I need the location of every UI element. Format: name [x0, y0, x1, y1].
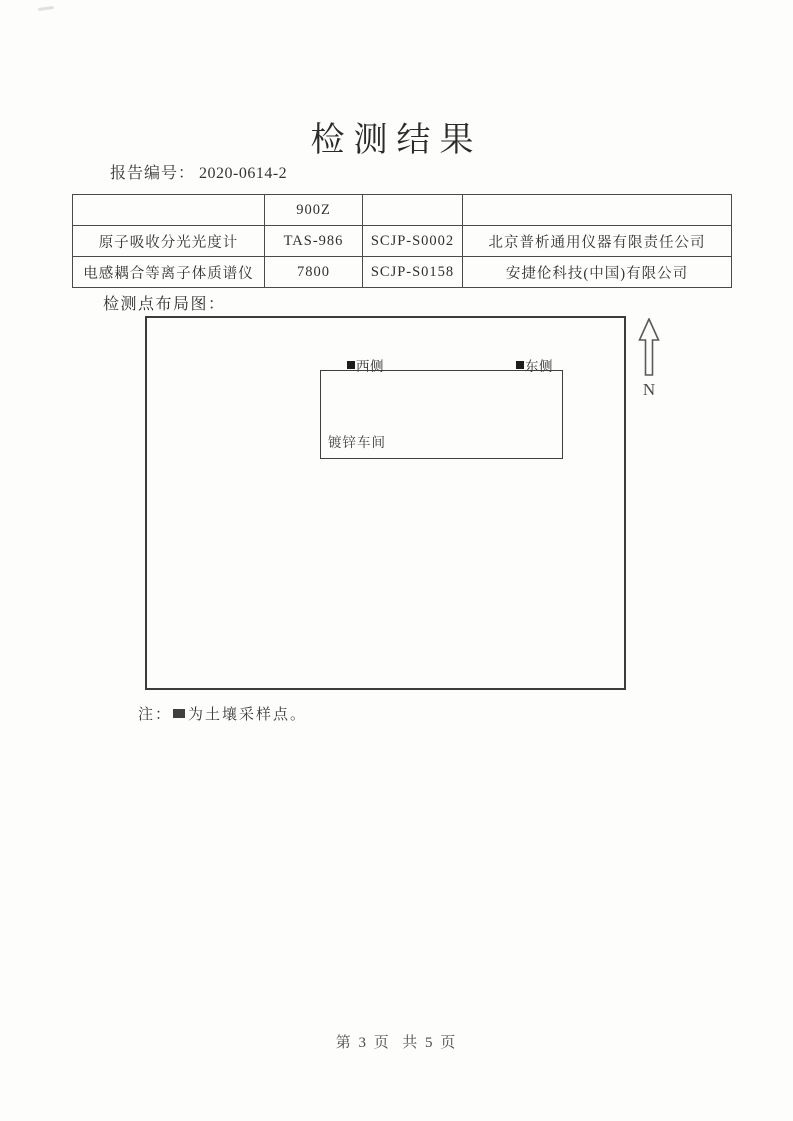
sample-point-marker-icon — [516, 361, 524, 369]
workshop-label: 镀锌车间 — [328, 435, 386, 450]
sample-point-label: 东侧 — [525, 359, 553, 374]
table-cell — [363, 195, 463, 226]
note-line — [138, 703, 307, 724]
sample-point-marker-icon — [347, 361, 355, 369]
sample-point-marker-icon — [173, 709, 185, 718]
table-row — [73, 226, 732, 257]
note-text: 为土壤采样点。 — [188, 707, 308, 723]
table-cell — [463, 195, 732, 226]
report-number-value: 2020-0614-2 — [199, 165, 288, 182]
instruments-table — [72, 194, 732, 288]
site-boundary-box — [145, 316, 626, 690]
table-cell: TAS-986 — [265, 226, 363, 257]
north-indicator — [634, 318, 664, 400]
north-arrow-icon — [638, 318, 660, 376]
report-number-line — [110, 160, 287, 183]
table-cell: SCJP-S0002 — [363, 226, 463, 257]
table-row — [73, 195, 732, 226]
table-cell: SCJP-S0158 — [363, 257, 463, 288]
page-number: 第 3 页 共 5 页 — [335, 1035, 458, 1051]
table-cell: 北京普析通用仪器有限责任公司 — [463, 226, 732, 257]
note-prefix: 注： — [138, 707, 173, 723]
table-cell: 7800 — [265, 257, 363, 288]
page-title: 检测结果 — [310, 122, 483, 159]
workshop-box — [320, 370, 563, 459]
table-cell: 安捷伦科技(中国)有限公司 — [463, 257, 732, 288]
scan-artifact — [38, 6, 54, 11]
north-label: N — [642, 380, 656, 399]
table-cell — [73, 195, 265, 226]
table-cell: 原子吸收分光光度计 — [73, 226, 265, 257]
table-cell: 电感耦合等离子体质谱仪 — [73, 257, 265, 288]
report-number-label: 报告编号： — [110, 165, 196, 182]
diagram-heading: 检测点布局图： — [103, 296, 226, 313]
table-cell: 900Z — [265, 195, 363, 226]
table-row — [73, 257, 732, 288]
sample-point-label: 西侧 — [356, 359, 384, 374]
